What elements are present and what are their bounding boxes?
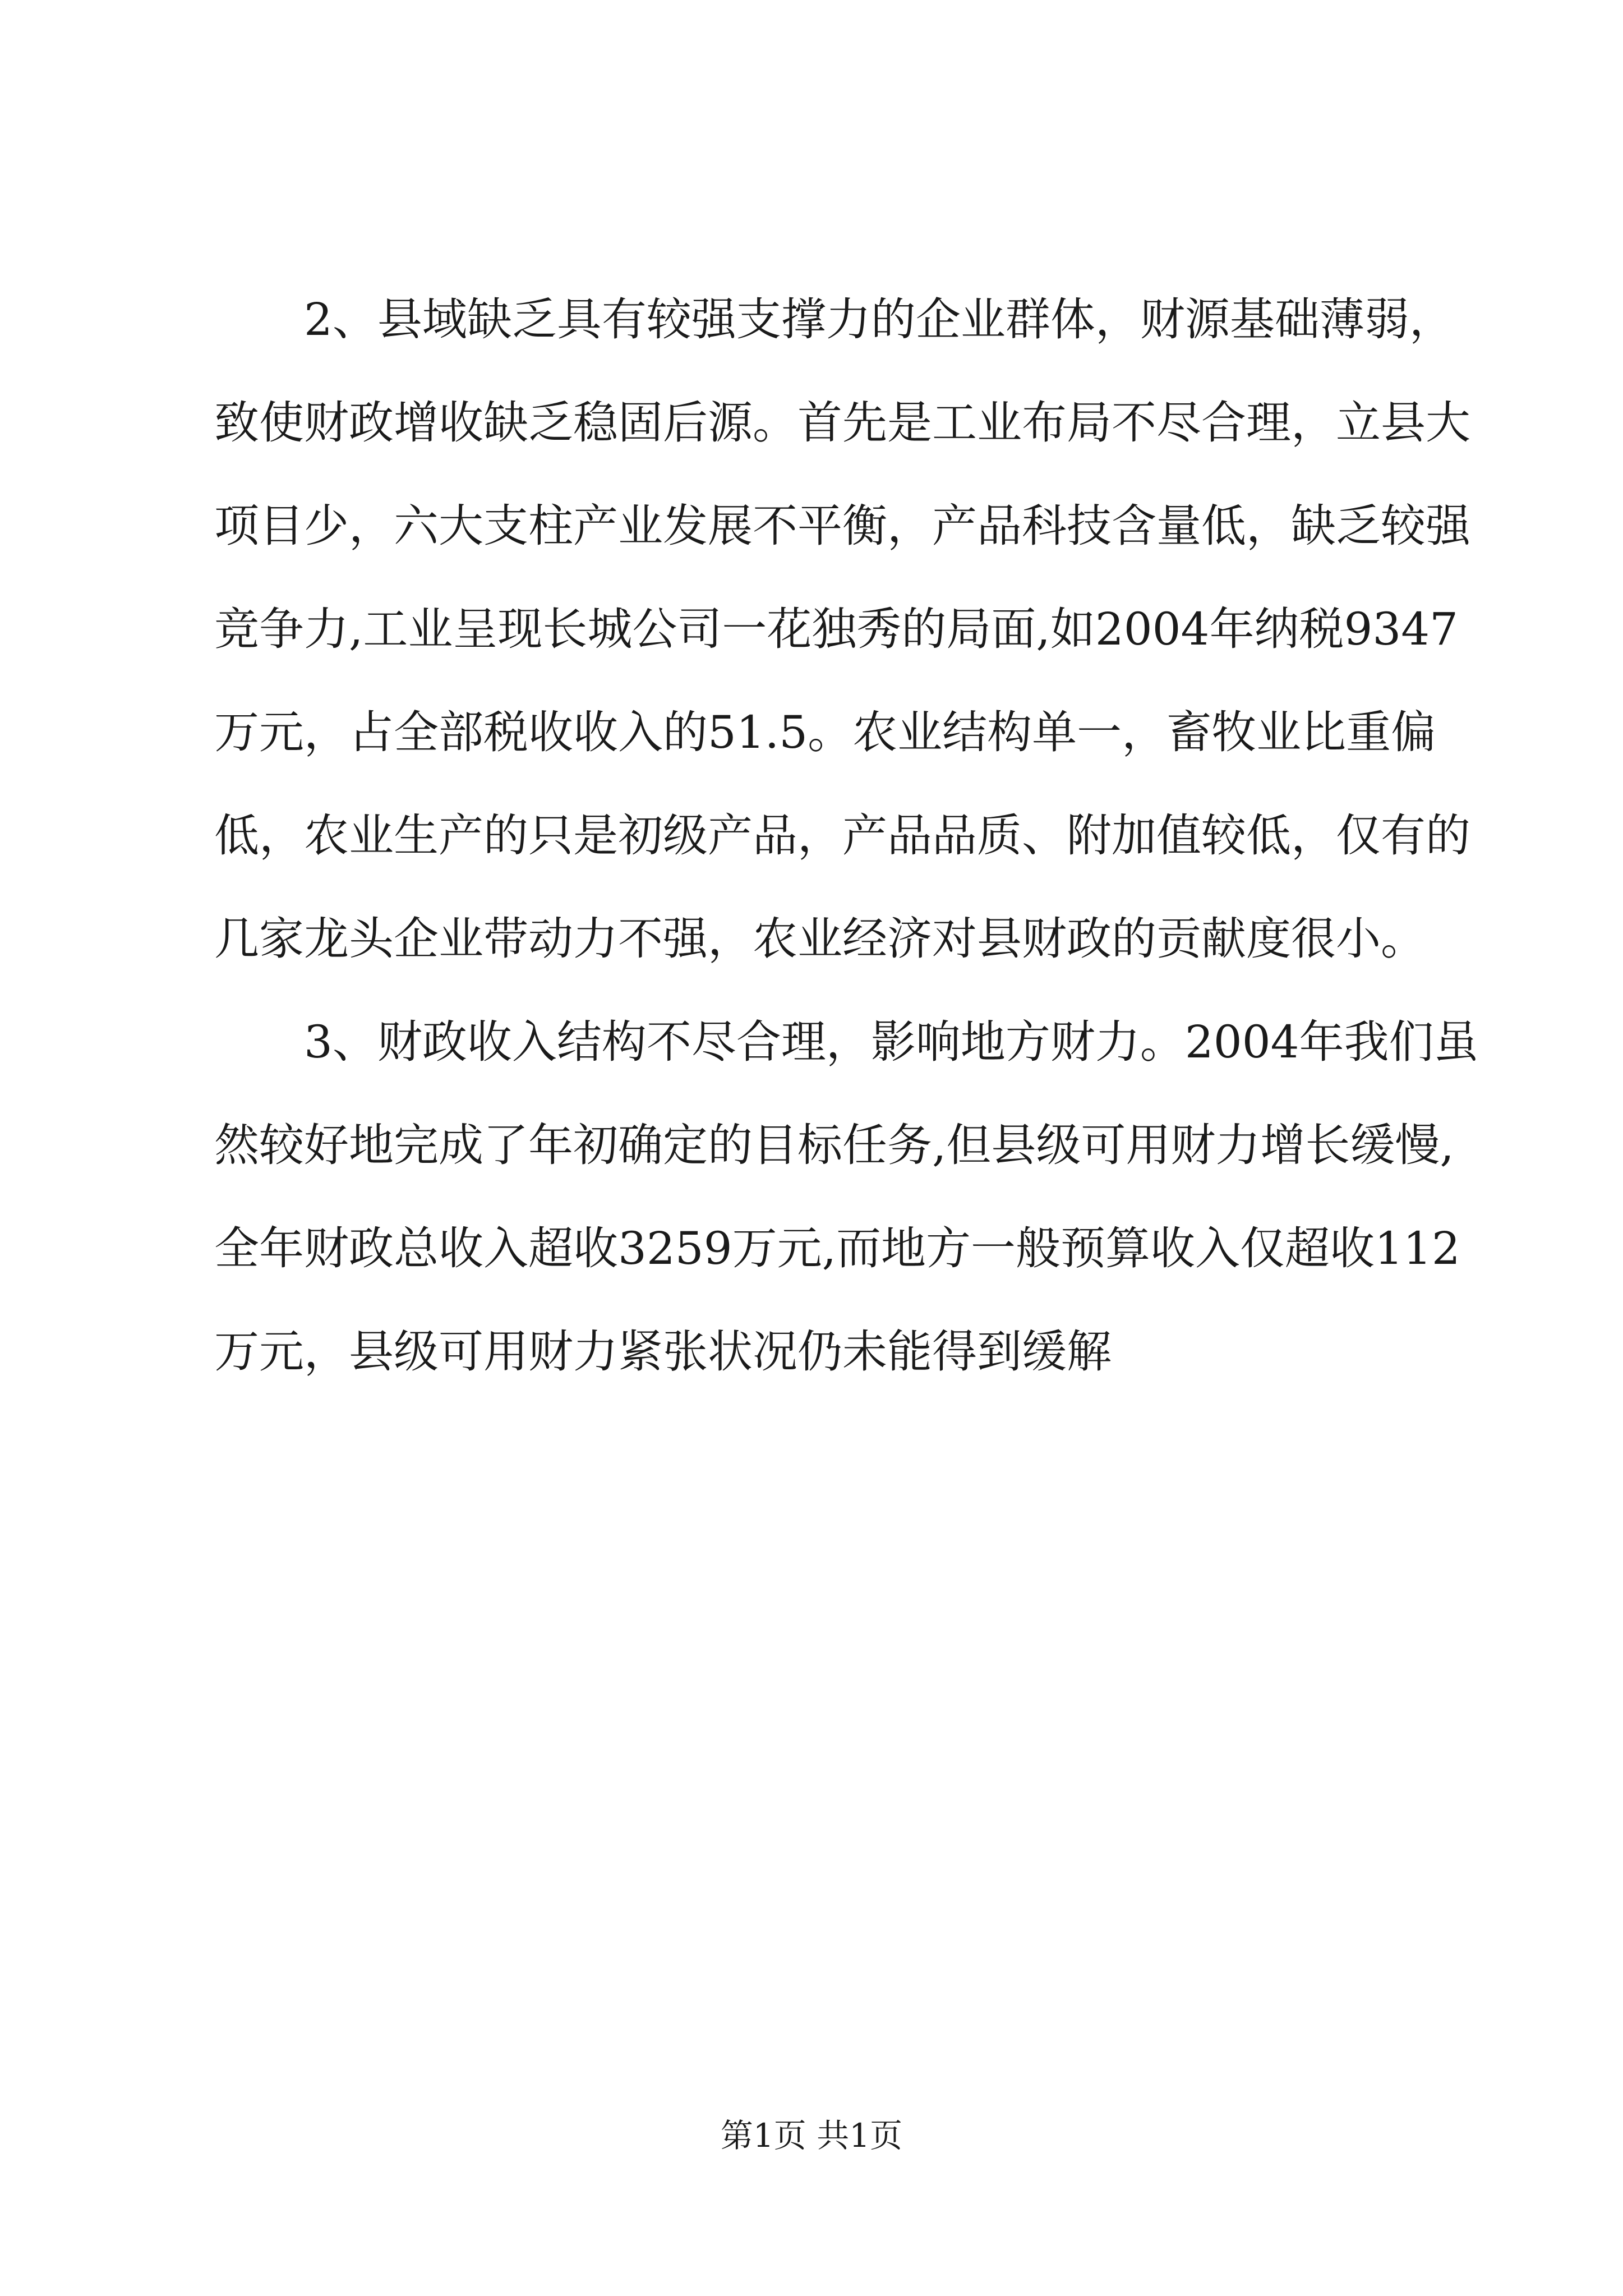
paragraph-line: 全年财政总收入超收3259万元,而地方一般预算收入仅超收112 <box>214 1222 1460 1274</box>
paragraph-line: 3、财政收入结构不尽合理，影响地方财力。2004年我们虽 <box>304 1016 1479 1068</box>
paragraph-1 <box>214 268 1470 991</box>
paragraph-line: 低，农业生产的只是初级产品，产品品质、附加值较低，仅有的 <box>214 809 1470 862</box>
paragraph-line: 项目少，六大支柱产业发展不平衡，产品科技含量低，缺乏较强 <box>214 500 1470 552</box>
paragraph-line: 竞争力,工业呈现长城公司一花独秀的局面,如2004年纳税9347 <box>214 603 1459 655</box>
document-body <box>214 268 1479 1404</box>
paragraph-line: 几家龙头企业带动力不强，农业经济对县财政的贡献度很小。 <box>214 913 1426 965</box>
paragraph-line: 2、县域缺乏具有较强支撑力的企业群体，财源基础薄弱， <box>304 293 1454 346</box>
page-number-footer: 第1页 共1页 <box>720 2116 903 2155</box>
paragraph-line: 然较好地完成了年初确定的目标任务,但县级可用财力增长缓慢, <box>214 1119 1454 1171</box>
paragraph-line: 致使财政增收缺乏稳固后源。首先是工业布局不尽合理，立县大 <box>214 397 1470 449</box>
paragraph-2 <box>214 991 1479 1404</box>
paragraph-line: 万元，县级可用财力紧张状况仍未能得到缓解 <box>214 1326 1112 1378</box>
paragraph-line: 万元，占全部税收收入的51.5。农业结构单一，畜牧业比重偏 <box>214 706 1436 758</box>
